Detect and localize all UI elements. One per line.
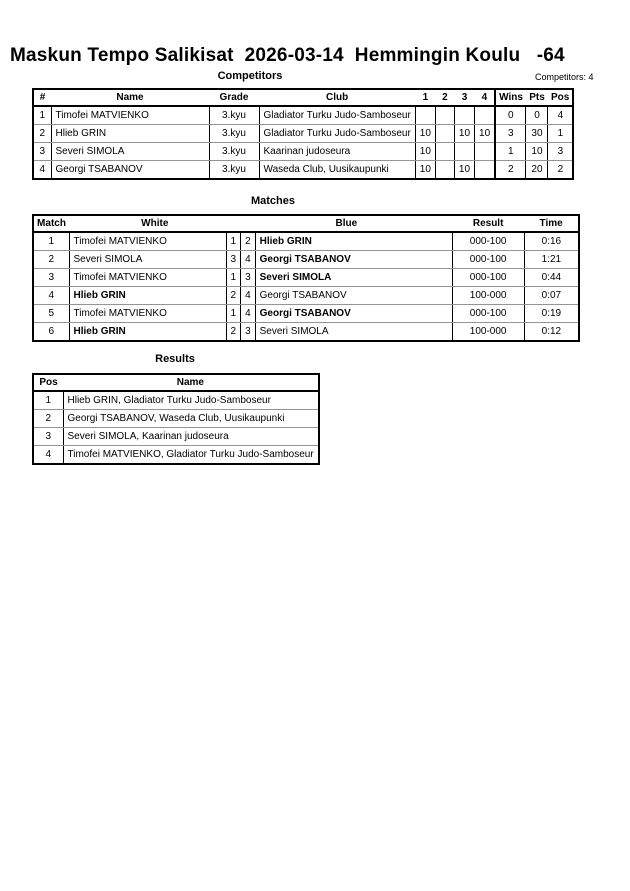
score-vs-1 (415, 106, 435, 125)
match-blue-seed: 4 (241, 251, 256, 269)
result-pos: 1 (33, 391, 63, 410)
result-name-text: Severi SIMOLA, Kaarinan judoseura (67, 431, 229, 442)
match-white-seed: 2 (226, 287, 241, 305)
col-header-pos: Pos (33, 374, 63, 391)
col-header-opp1: 1 (415, 89, 435, 106)
competitor-pts: 20 (526, 161, 548, 180)
score-vs-4 (475, 106, 496, 125)
score-vs-2 (435, 106, 454, 125)
competitor-wins: 1 (495, 143, 526, 161)
competitor-number: 2 (33, 125, 51, 143)
results-header-row (33, 374, 319, 391)
match-white-name: Severi SIMOLA (69, 251, 226, 269)
competitors-count-label: Competitors: 4 (535, 72, 594, 82)
result-pos: 4 (33, 446, 63, 465)
result-row (33, 446, 319, 465)
match-blue-name: Georgi TSABANOV (255, 251, 452, 269)
match-result: 000-100 (452, 269, 524, 287)
col-header-blue: Blue (241, 215, 453, 232)
score-vs-3: 10 (454, 161, 474, 180)
match-time: 0:12 (524, 323, 579, 342)
match-result: 100-000 (452, 287, 524, 305)
match-white-name: Timofei MATVIENKO (69, 269, 226, 287)
match-blue-seed: 4 (241, 287, 256, 305)
result-name (63, 446, 319, 465)
match-blue-seed: 2 (241, 232, 256, 251)
match-blue-name: Georgi TSABANOV (255, 287, 452, 305)
competitor-number: 3 (33, 143, 51, 161)
competitor-row (33, 106, 573, 125)
competitor-grade: 3.kyu (209, 161, 259, 180)
competitor-club (259, 161, 415, 180)
result-pos: 2 (33, 410, 63, 428)
match-number: 3 (33, 269, 69, 287)
col-header-pts: Pts (526, 89, 548, 106)
competitor-pts: 10 (526, 143, 548, 161)
match-result: 000-100 (452, 305, 524, 323)
col-header-club: Club (259, 89, 415, 106)
competitor-wins: 3 (495, 125, 526, 143)
competitor-pos: 4 (548, 106, 573, 125)
col-header-match: Match (33, 215, 69, 232)
competitor-row (33, 125, 573, 143)
match-white-seed: 1 (226, 269, 241, 287)
col-header-grade: Grade (209, 89, 259, 106)
match-blue-name: Severi SIMOLA (255, 323, 452, 342)
match-row (33, 287, 579, 305)
matches-header-row (33, 215, 579, 232)
col-header-number: # (33, 89, 51, 106)
match-number: 6 (33, 323, 69, 342)
match-number: 5 (33, 305, 69, 323)
match-white-name: Timofei MATVIENKO (69, 305, 226, 323)
score-vs-1: 10 (415, 125, 435, 143)
competitor-name: Georgi TSABANOV (51, 161, 209, 180)
col-header-name: Name (63, 374, 319, 391)
competitors-section-heading: Competitors (217, 70, 283, 82)
score-vs-3 (454, 106, 474, 125)
match-row (33, 251, 579, 269)
score-vs-4: 10 (475, 125, 496, 143)
match-blue-name: Georgi TSABANOV (255, 305, 452, 323)
result-row (33, 391, 319, 410)
match-white-name: Hlieb GRIN (69, 323, 226, 342)
matches-table (32, 214, 580, 342)
result-row (33, 410, 319, 428)
competitor-club-text: Waseda Club, Uusikaupunki (263, 164, 389, 175)
match-time: 0:07 (524, 287, 579, 305)
result-pos: 3 (33, 428, 63, 446)
competitor-pos: 3 (548, 143, 573, 161)
match-result: 000-100 (452, 251, 524, 269)
match-white-name: Hlieb GRIN (69, 287, 226, 305)
match-number: 4 (33, 287, 69, 305)
competitor-number: 1 (33, 106, 51, 125)
match-white-seed: 1 (226, 232, 241, 251)
competitor-pts: 30 (526, 125, 548, 143)
col-header-time: Time (524, 215, 579, 232)
competitor-number: 4 (33, 161, 51, 180)
result-name (63, 428, 319, 446)
result-name-text: Georgi TSABANOV, Waseda Club, Uusikaupunki (67, 413, 285, 424)
result-name-text: Hlieb GRIN, Gladiator Turku Judo-Samboseur (67, 395, 271, 406)
matches-section-heading: Matches (250, 195, 296, 207)
match-blue-name: Hlieb GRIN (255, 232, 452, 251)
competitor-club (259, 125, 415, 143)
score-vs-4 (475, 143, 496, 161)
competitors-table (32, 88, 574, 180)
competitor-club-text: Gladiator Turku Judo-Samboseur (263, 110, 411, 121)
match-white-name: Timofei MATVIENKO (69, 232, 226, 251)
match-row (33, 269, 579, 287)
results-table (32, 373, 320, 465)
competitor-grade: 3.kyu (209, 125, 259, 143)
col-header-pos: Pos (548, 89, 573, 106)
result-name (63, 391, 319, 410)
match-row (33, 323, 579, 342)
result-name-text: Timofei MATVIENKO, Gladiator Turku Judo-Samboseur (67, 449, 314, 460)
match-result: 000-100 (452, 232, 524, 251)
page-title: Maskun Tempo Salikisat 2026-03-14 Hemmingin Koulu -64 (10, 45, 565, 66)
match-time: 1:21 (524, 251, 579, 269)
match-blue-seed: 3 (241, 269, 256, 287)
col-header-name: Name (51, 89, 209, 106)
match-blue-name: Severi SIMOLA (255, 269, 452, 287)
competitor-wins: 0 (495, 106, 526, 125)
match-time: 0:44 (524, 269, 579, 287)
competitor-club (259, 106, 415, 125)
match-time: 0:16 (524, 232, 579, 251)
result-name (63, 410, 319, 428)
match-result: 100-000 (452, 323, 524, 342)
col-header-white: White (69, 215, 241, 232)
match-time: 0:19 (524, 305, 579, 323)
score-vs-1: 10 (415, 161, 435, 180)
score-vs-3: 10 (454, 125, 474, 143)
competitor-row (33, 143, 573, 161)
competitor-pos: 1 (548, 125, 573, 143)
competitor-name: Hlieb GRIN (51, 125, 209, 143)
score-vs-2 (435, 143, 454, 161)
match-row (33, 232, 579, 251)
result-row (33, 428, 319, 446)
competitor-grade: 3.kyu (209, 143, 259, 161)
match-number: 2 (33, 251, 69, 269)
col-header-opp2: 2 (435, 89, 454, 106)
competitor-wins: 2 (495, 161, 526, 180)
competitor-club (259, 143, 415, 161)
col-header-wins: Wins (495, 89, 526, 106)
col-header-result: Result (452, 215, 524, 232)
results-section-heading: Results (155, 353, 195, 365)
competitors-header-row (33, 89, 573, 106)
match-white-seed: 1 (226, 305, 241, 323)
match-number: 1 (33, 232, 69, 251)
competitor-club-text: Kaarinan judoseura (263, 146, 351, 157)
competitor-grade: 3.kyu (209, 106, 259, 125)
match-blue-seed: 3 (241, 323, 256, 342)
competitor-pos: 2 (548, 161, 573, 180)
col-header-opp3: 3 (454, 89, 474, 106)
match-row (33, 305, 579, 323)
competitor-row (33, 161, 573, 180)
score-vs-3 (454, 143, 474, 161)
score-vs-2 (435, 125, 454, 143)
match-white-seed: 2 (226, 323, 241, 342)
competitor-name: Severi SIMOLA (51, 143, 209, 161)
competitor-pts: 0 (526, 106, 548, 125)
competitor-club-text: Gladiator Turku Judo-Samboseur (263, 128, 411, 139)
score-vs-1: 10 (415, 143, 435, 161)
match-blue-seed: 4 (241, 305, 256, 323)
match-white-seed: 3 (226, 251, 241, 269)
competitor-name: Timofei MATVIENKO (51, 106, 209, 125)
score-vs-4 (475, 161, 496, 180)
score-vs-2 (435, 161, 454, 180)
col-header-opp4: 4 (475, 89, 496, 106)
